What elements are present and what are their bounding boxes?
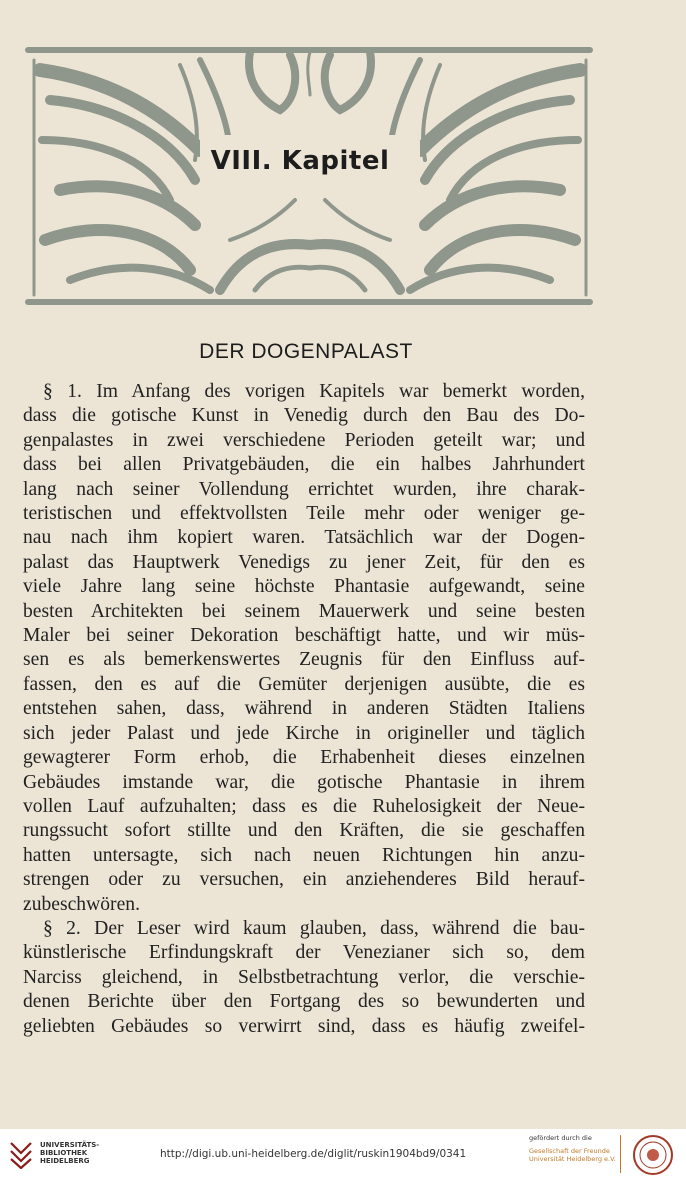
text-line: künstlerische Erfindungskraft der Venezianer sich so, dem <box>23 942 585 964</box>
university-seal-icon <box>632 1134 674 1176</box>
text-line: denen Berichte über den Fortgang des so bewunderten und <box>23 991 585 1013</box>
library-name: UNIVERSITÄTS- BIBLIOTHEK HEIDELBERG <box>40 1141 100 1165</box>
text-line: genpalastes in zwei verschiedene Perioden geteilt war; und <box>23 429 585 451</box>
society-name: Gesellschaft der Freunde Universität Heidelberg e.V. <box>529 1147 616 1163</box>
text-line: zubeschwören. <box>23 893 140 915</box>
text-line: vollen Lauf aufzuhalten; dass es die Ruhelosigkeit der Neue- <box>23 795 585 817</box>
text-line: palast das Hauptwerk Venedigs zu jener Zeit, für den es <box>23 551 585 573</box>
footer-bar <box>0 1129 686 1179</box>
text-line: sen es als bemerkenswertes Zeugnis für den Einfluss auf- <box>23 649 585 671</box>
text-line: Maler bei seiner Dekoration beschäftigt hatte, und wir müs- <box>23 625 585 647</box>
text-line: dass bei allen Privatgebäuden, die ein halbes Jahrhundert <box>23 454 585 476</box>
text-line: hatten untersagte, sich nach neuen Richtungen hin anzu- <box>23 844 585 866</box>
library-logo-icon <box>8 1139 34 1169</box>
text-line: geliebten Gebäudes so verwirrt sind, dass es häufig zweifel- <box>23 1015 585 1037</box>
art-nouveau-ornament <box>20 40 600 320</box>
body-text <box>23 380 585 1039</box>
section-heading: DER DOGENPALAST <box>199 340 413 363</box>
text-line: rungssucht sofort stillte und den Kräften, die sie geschaffen <box>23 820 585 842</box>
text-line: nau nach ihm kopiert waren. Tatsächlich war der Dogen- <box>23 527 585 549</box>
funded-by-label: gefördert durch die <box>529 1134 592 1142</box>
text-line: § 2. Der Leser wird kaum glauben, dass, während die bau- <box>43 917 585 939</box>
text-line: dass die gotische Kunst in Venedig durch den Bau des Do- <box>23 405 585 427</box>
text-line: besten Architekten bei seinem Mauerwerk und seine besten <box>23 600 585 622</box>
text-line: viele Jahre lang seine höchste Phantasie aufgewandt, seine <box>23 576 585 598</box>
text-line: gewagterer Form erhob, die Erhabenheit dieses einzelnen <box>23 747 585 769</box>
text-line: Gebäudes imstande war, die gotische Phantasie in ihrem <box>23 771 585 793</box>
chapter-title: VIII. Kapitel <box>210 146 390 176</box>
footer-divider <box>620 1135 621 1173</box>
text-line: sich jeder Palast und jede Kirche in origineller und täglich <box>23 722 585 744</box>
text-line: fassen, den es auf die Gemüter derjenigen ausübte, die es <box>23 673 585 695</box>
text-line: teristischen und effektvollsten Teile mehr oder weniger ge- <box>23 503 585 525</box>
text-line: Narciss gleichend, in Selbstbetrachtung verlor, die verschie- <box>23 966 585 988</box>
text-line: lang nach seiner Vollendung errichtet wurden, ihre charak- <box>23 478 585 500</box>
text-line: § 1. Im Anfang des vorigen Kapitels war bemerkt worden, <box>43 381 585 402</box>
text-line: strengen oder zu versuchen, ein anziehenderes Bild herauf- <box>23 869 585 891</box>
permalink-url[interactable]: http://digi.ub.uni-heidelberg.de/diglit/ruskin1904bd9/0341 <box>160 1148 467 1160</box>
text-line: entstehen sahen, dass, während in anderen Städten Italiens <box>23 698 585 720</box>
